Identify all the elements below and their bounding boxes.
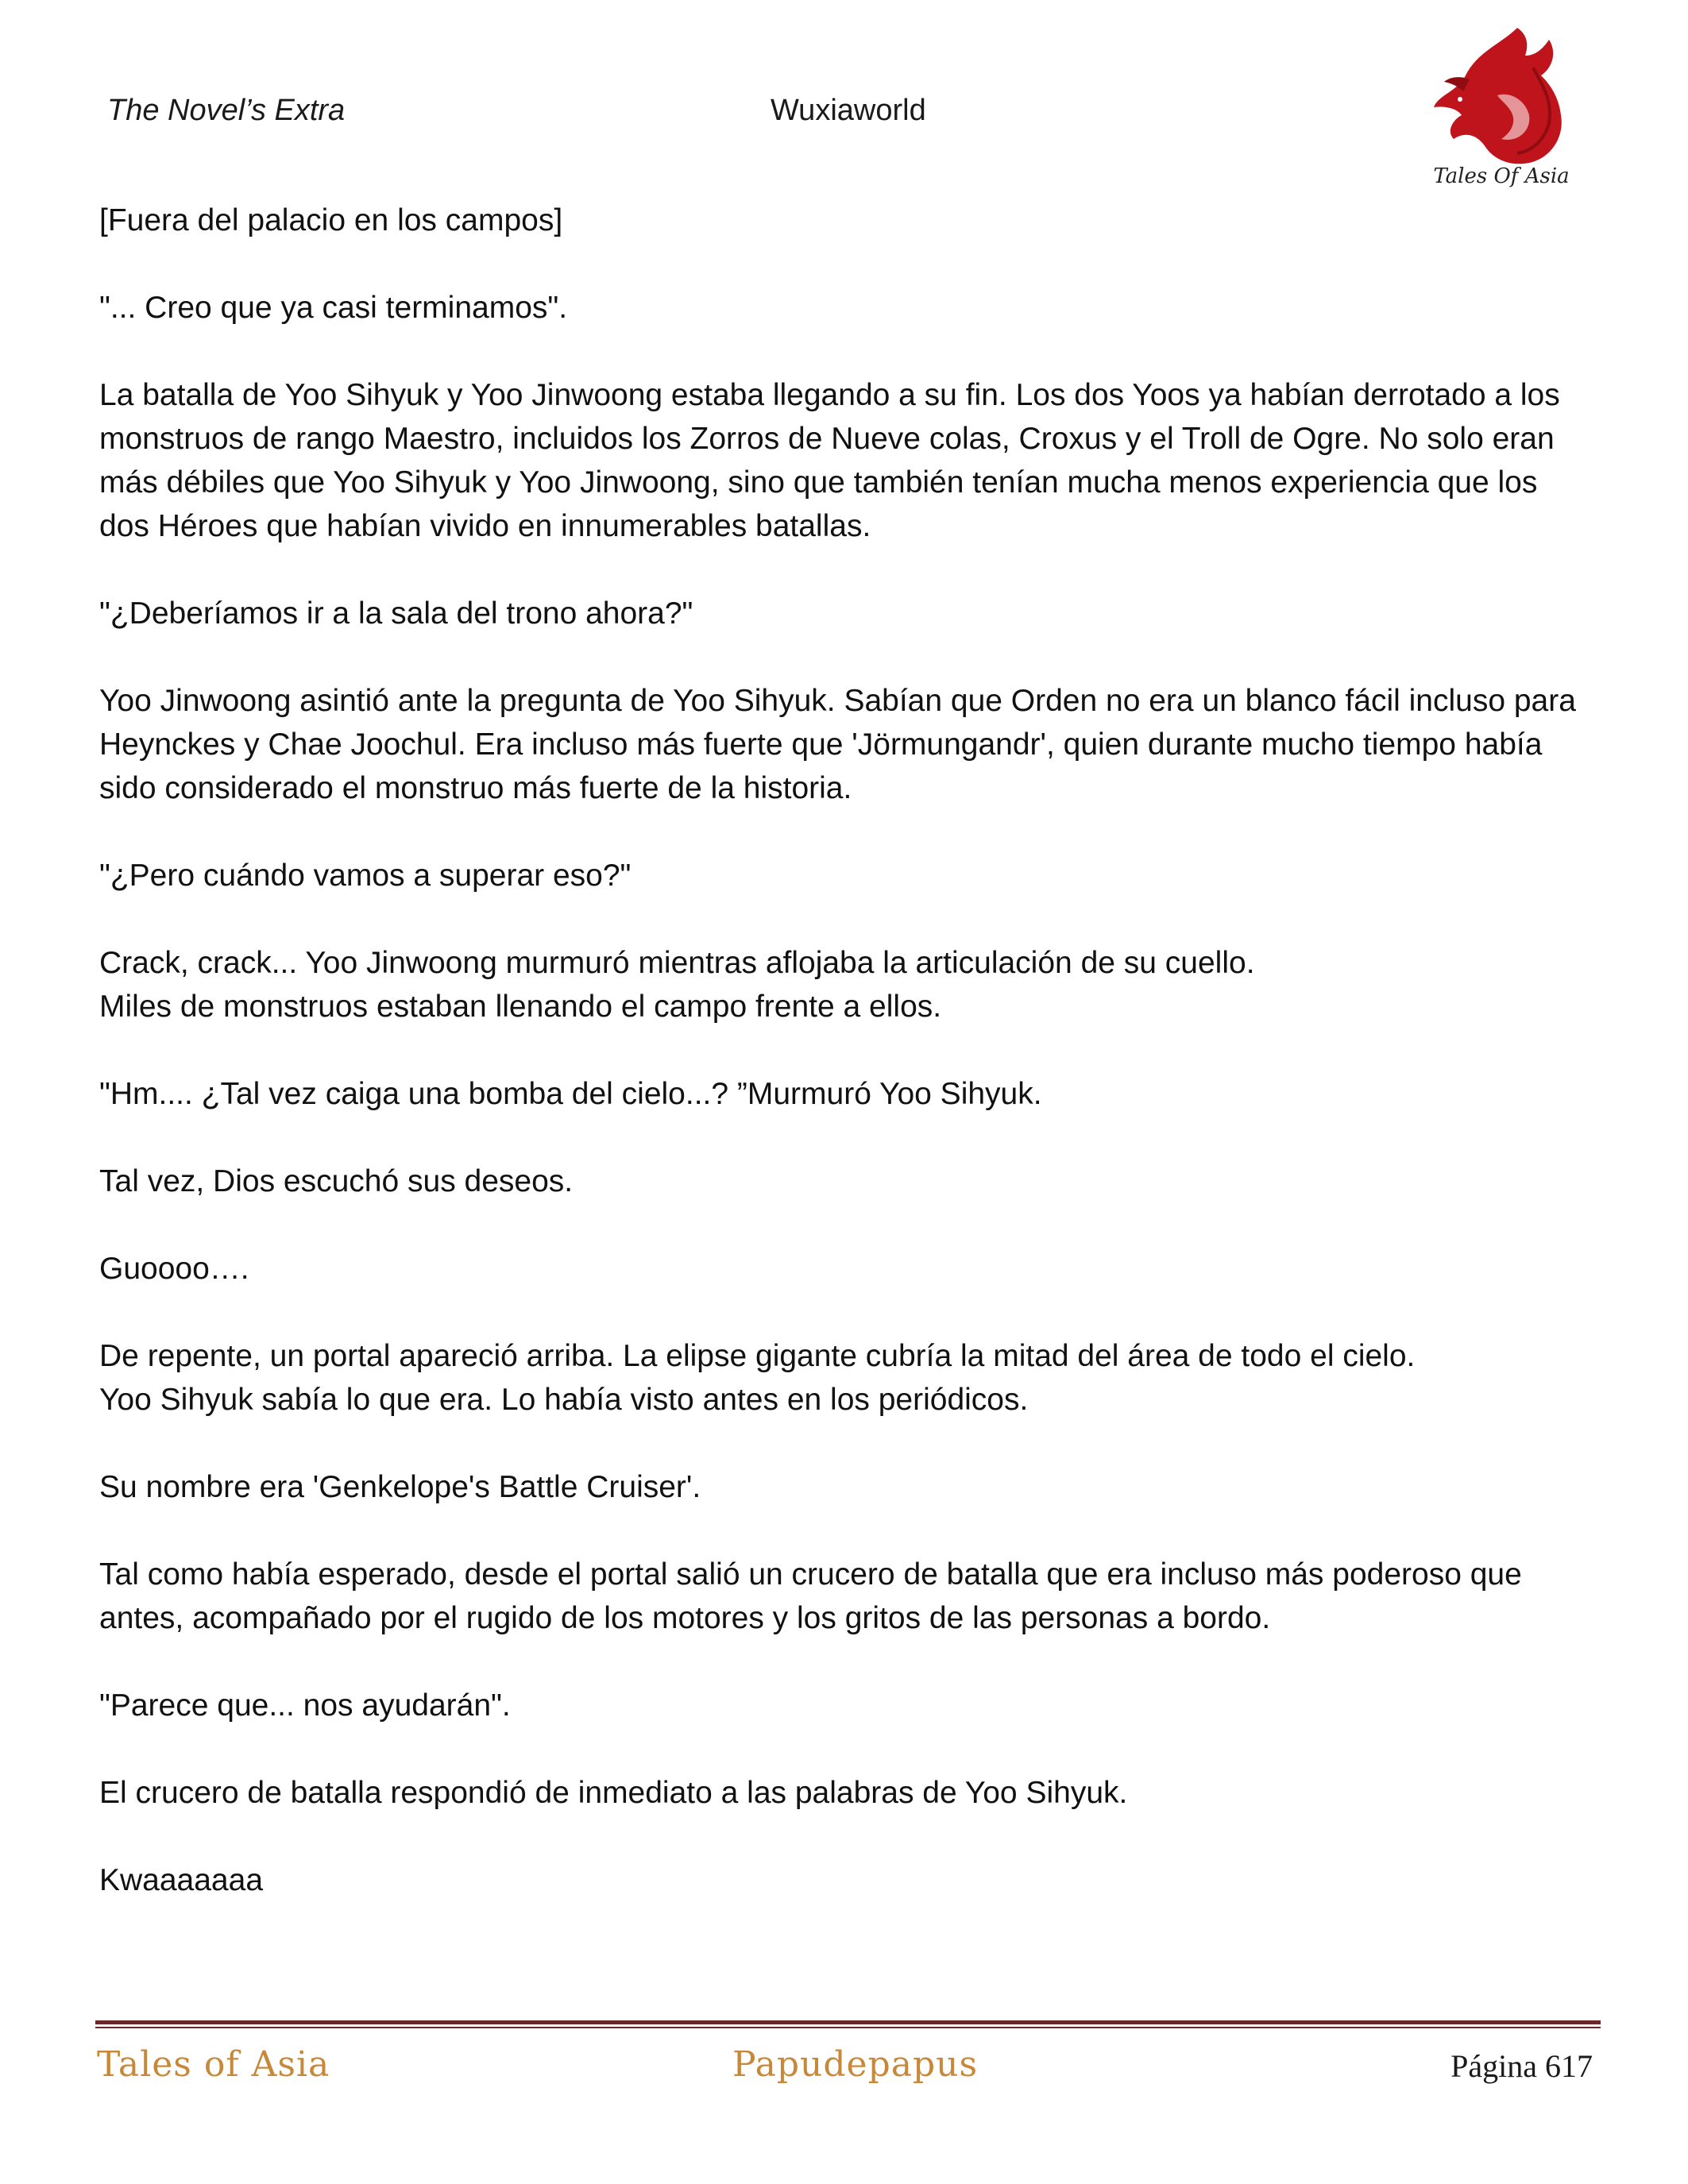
logo-caption: Tales Of Asia bbox=[1433, 164, 1570, 188]
footer-publisher: Tales of Asia bbox=[97, 2044, 330, 2085]
paragraph: "¿Deberíamos ir a la sala del trono ahora?" bbox=[99, 596, 693, 631]
paragraph: Su nombre era 'Genkelope's Battle Cruiser'. bbox=[99, 1470, 701, 1504]
tales-of-asia-dragon-logo bbox=[1422, 20, 1581, 195]
paragraph: "... Creo que ya casi terminamos". bbox=[99, 291, 568, 325]
footer-translator: Papudepapus bbox=[732, 2044, 979, 2085]
paragraph: Kwaaaaaaa bbox=[99, 1863, 264, 1897]
paragraph: Guoooo…. bbox=[99, 1252, 249, 1286]
paragraph: Yoo Jinwoong asintió ante la pregunta de Yoo Sihyuk. Sabían que Orden no era un blanco fácil incluso para Heynckes y Chae Joochul. Era incluso más fuerte que 'Jörmungandr', quien durante mucho tiempo había sido considerado el monstruo más fuerte de la historia. bbox=[99, 684, 1576, 805]
header-novel-title: The Novel’s Extra bbox=[107, 94, 346, 127]
paragraph: "Hm.... ¿Tal vez caiga una bomba del cielo...? ”Murmuró Yoo Sihyuk. bbox=[99, 1077, 1042, 1111]
paragraph: Tal vez, Dios escuchó sus deseos. bbox=[99, 1164, 574, 1198]
paragraph: Tal como había esperado, desde el portal salió un crucero de batalla que era incluso más poderoso que antes, acompañado por el rugido de los motores y los gritos de las personas a bordo. bbox=[99, 1557, 1522, 1635]
paragraph: El crucero de batalla respondió de inmediato a las palabras de Yoo Sihyuk. bbox=[99, 1776, 1128, 1810]
header-site-name: Wuxiaworld bbox=[771, 94, 926, 127]
paragraph: "¿Pero cuándo vamos a superar eso?" bbox=[99, 859, 632, 893]
paragraph: [Fuera del palacio en los campos] bbox=[99, 203, 563, 237]
chapter-body bbox=[99, 199, 1593, 1946]
paragraph: De repente, un portal apareció arriba. La elipse gigante cubría la mitad del área de todo el cielo. Yoo Sihyuk sabía lo que era. Lo había visto antes en los periódicos. bbox=[99, 1339, 1416, 1417]
page-number: Página 617 bbox=[1450, 2048, 1593, 2084]
paragraph: Crack, crack... Yoo Jinwoong murmuró mientras aflojaba la articulación de su cuello. Miles de monstruos estaban llenando el campo frente a ellos. bbox=[99, 946, 1255, 1024]
footer-divider bbox=[95, 2020, 1601, 2028]
paragraph: La batalla de Yoo Sihyuk y Yoo Jinwoong estaba llegando a su fin. Los dos Yoos ya habían derrotado a los monstruos de rango Maestro, incluidos los Zorros de Nueve colas, Croxus y el Troll de Ogre. No solo eran más débiles que Yoo Sihyuk y Yoo Jinwoong, sino que también tenían mucha menos experiencia que los dos Héroes que habían vivido en innumerables batallas. bbox=[99, 378, 1560, 543]
paragraph: "Parece que... nos ayudarán". bbox=[99, 1688, 511, 1723]
